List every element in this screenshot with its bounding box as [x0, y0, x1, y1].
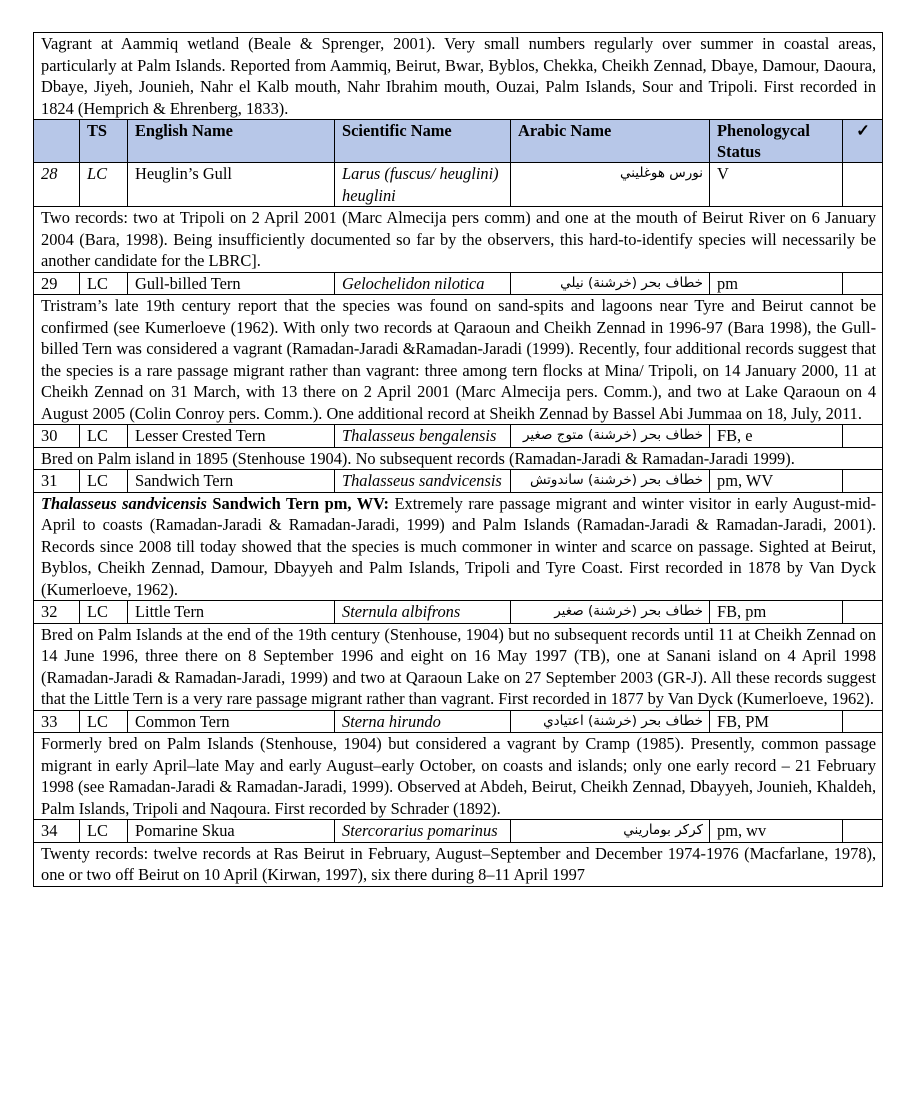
species-note-text: Extremely rare passage migrant and winter visitor in early August-mid-April to coasts (Ramadan-Jaradi & Ramadan-Jaradi, 1999) and Palm Islands (Ramadan-Jaradi & Ramadan-Jaradi, 2001). Records since 2008 till today showed that the species is much commoner in winter and scarce on passage. Sighted at Beirut, Byblos, Cheikh Zennad, Damour, Dbayyeh and Palm Islands, Tripoli and Tyre Coast. First recorded in 1878 by Van Dyck (Kumerloeve, 1962).	[41, 493, 877, 599]
species-scientific-name: Gelochelidon nilotica	[335, 272, 511, 295]
species-note	[34, 295, 883, 425]
species-check	[843, 470, 883, 493]
species-note-text: Tristram’s late 19th century report that the species was found on sand-spits and lagoons near Tyre and Beirut cannot be confirmed (see Kumerloeve (1962). With only two records at Qaraoun and Cheikh Zennad in 1996-97 (Bara 1998), the Gull-billed Tern was considered a vagrant (Ramadan-Jaradi &Ramadan-Jaradi (1999). Recently, four additional records suggest that the species is a rare passage migrant rather than vagrant: three among tern flocks at Mina/ Tripoli, on 14 January 2000, 11 at Cheikh Zennad on 31 March, with 13 there on 2 April 2001 (Marc Almecija pers. Comm.), and two at Lake Qaraoun on 4 August 2005 (Colin Conroy pers. Comm.). One additional record at Sheikh Zennad by Bassel Abi Jummaa on 18, July, 2011.	[41, 296, 877, 423]
header-english-name: English Name	[128, 120, 335, 163]
species-arabic-name: خطاف بحر (خرشنة) ساندوتش	[511, 470, 710, 493]
species-phenological-status: pm	[710, 272, 843, 295]
species-arabic-name: خطاف بحر (خرشنة) اعتيادي	[511, 710, 710, 733]
species-row	[34, 710, 883, 733]
species-number: 34	[34, 820, 80, 843]
species-arabic-name: خطاف بحر (خرشنة) صغير	[511, 601, 710, 624]
species-note-lead-scientific: Thalasseus sandvicensis	[41, 493, 207, 513]
table-header-row	[34, 120, 883, 163]
species-threat-status: LC	[80, 272, 128, 295]
species-note	[34, 842, 883, 886]
species-note-row	[34, 295, 883, 425]
species-row	[34, 425, 883, 448]
header-phenological-status: Phenologycal Status	[710, 120, 843, 163]
header-scientific-name: Scientific Name	[335, 120, 511, 163]
species-note	[34, 492, 883, 601]
species-note	[34, 207, 883, 273]
document-page	[33, 32, 882, 887]
species-phenological-status: pm, wv	[710, 820, 843, 843]
header-number	[34, 120, 80, 163]
species-check	[843, 272, 883, 295]
header-check-mark: ✓	[843, 120, 883, 163]
species-scientific-name: Larus (fuscus/ heuglini) heuglini	[335, 163, 511, 207]
species-note-row	[34, 733, 883, 820]
header-ts: TS	[80, 120, 128, 163]
species-scientific-name: Thalasseus sandvicensis	[335, 470, 511, 493]
species-english-name: Lesser Crested Tern	[128, 425, 335, 448]
species-english-name: Gull-billed Tern	[128, 272, 335, 295]
species-english-name: Little Tern	[128, 601, 335, 624]
species-note-text: Bred on Palm Islands at the end of the 19th century (Stenhouse, 1904) but no subsequent records until 11 at Cheikh Zennad on 14 June 1996, three there on 8 September 1996 and eight on 16 May 1997 (TB), one at Sanani island on 4 April 1998 (Ramadan-Jaradi & Ramadan-Jaradi, 1999) and two at Qaraoun Lake on 27 September 2003 (GR-J). All these records suggest that the Little Tern is a very rare passage migrant rather than vagrant. First recorded in 1877 by Van Dyck (Kumerloeve, 1962).	[41, 624, 877, 708]
species-check	[843, 820, 883, 843]
species-threat-status: LC	[80, 425, 128, 448]
species-arabic-name: خطاف بحر (خرشنة) نيلي	[511, 272, 710, 295]
species-english-name: Common Tern	[128, 710, 335, 733]
species-threat-status: LC	[80, 710, 128, 733]
species-english-name: Pomarine Skua	[128, 820, 335, 843]
species-note	[34, 733, 883, 820]
species-arabic-name: خطاف بحر (خرشنة) متوج صغير	[511, 425, 710, 448]
species-number: 33	[34, 710, 80, 733]
species-arabic-name: كركر بوماريني	[511, 820, 710, 843]
species-phenological-status: pm, WV	[710, 470, 843, 493]
species-note-text: Twenty records: twelve records at Ras Beirut in February, August–September and December 1974-1976 (Macfarlane, 1978), one or two off Beirut on 10 April (Kirwan, 1997), six there during 8–11 April 1997	[41, 843, 877, 884]
species-row	[34, 601, 883, 624]
species-number: 31	[34, 470, 80, 493]
species-row	[34, 820, 883, 843]
species-note-row	[34, 447, 883, 470]
header-arabic-name: Arabic Name	[511, 120, 710, 163]
species-threat-status: LC	[80, 163, 128, 207]
species-note-row	[34, 492, 883, 601]
species-row	[34, 163, 883, 207]
intro-note: Vagrant at Aammiq wetland (Beale & Sprenger, 2001). Very small numbers regularly over summer in coastal areas, particularly at Palm Islands. Reported from Aammiq, Beirut, Bwar, Byblos, Chekka, Cheikh Zennad, Dbaye, Damour, Daoura, Dbaye, Jiyeh, Jounieh, Nahr el Kalb mouth, Nahr Ibrahim mouth, Ouzai, Palm Islands, Sour and Tripoli. First recorded in 1824 (Hemprich & Ehrenberg, 1833).	[34, 33, 883, 120]
species-check	[843, 163, 883, 207]
species-threat-status: LC	[80, 601, 128, 624]
species-phenological-status: FB, PM	[710, 710, 843, 733]
species-note	[34, 447, 883, 470]
species-note-lead-name: Sandwich Tern pm, WV:	[206, 493, 389, 513]
species-number: 29	[34, 272, 80, 295]
species-table	[33, 32, 883, 887]
intro-note-row	[34, 33, 883, 120]
species-note-text: Bred on Palm island in 1895 (Stenhouse 1904). No subsequent records (Ramadan-Jaradi & Ramadan-Jaradi 1999).	[41, 448, 795, 468]
species-number: 30	[34, 425, 80, 448]
species-note-row	[34, 207, 883, 273]
species-phenological-status: FB, e	[710, 425, 843, 448]
species-scientific-name: Sterna hirundo	[335, 710, 511, 733]
species-number: 32	[34, 601, 80, 624]
species-check	[843, 710, 883, 733]
species-arabic-name: نورس هوغليني	[511, 163, 710, 207]
species-row	[34, 272, 883, 295]
species-note-row	[34, 842, 883, 886]
species-note-text: Formerly bred on Palm Islands (Stenhouse, 1904) but considered a vagrant by Cramp (1985). Presently, common passage migrant in early April–late May and early August–early October, on coasts and islands; only one early record – 21 February 1998 (see Ramadan-Jaradi & Ramadan-Jaradi, 1999). Observed at Abdeh, Beirut, Cheikh Zennad, Dbayyeh, Jounieh, Khaldeh, Palm Islands, Tripoli and Naqoura. First recorded by Schrader (1892).	[41, 734, 877, 818]
species-check	[843, 601, 883, 624]
species-scientific-name: Thalasseus bengalensis	[335, 425, 511, 448]
species-note-text: Two records: two at Tripoli on 2 April 2001 (Marc Almecija pers comm) and one at the mouth of Beirut River on 6 January 2004 (Bara, 1998). Being insufficiently documented so far by the observers, this hard-to-identify species will necessarily be another candidate for the LBRC].	[41, 208, 877, 270]
species-phenological-status: V	[710, 163, 843, 207]
species-english-name: Heuglin’s Gull	[128, 163, 335, 207]
species-threat-status: LC	[80, 820, 128, 843]
species-scientific-name: Stercorarius pomarinus	[335, 820, 511, 843]
species-number: 28	[34, 163, 80, 207]
species-note-row	[34, 623, 883, 710]
species-check	[843, 425, 883, 448]
species-threat-status: LC	[80, 470, 128, 493]
species-row	[34, 470, 883, 493]
species-english-name: Sandwich Tern	[128, 470, 335, 493]
species-note	[34, 623, 883, 710]
species-scientific-name: Sternula albifrons	[335, 601, 511, 624]
species-phenological-status: FB, pm	[710, 601, 843, 624]
